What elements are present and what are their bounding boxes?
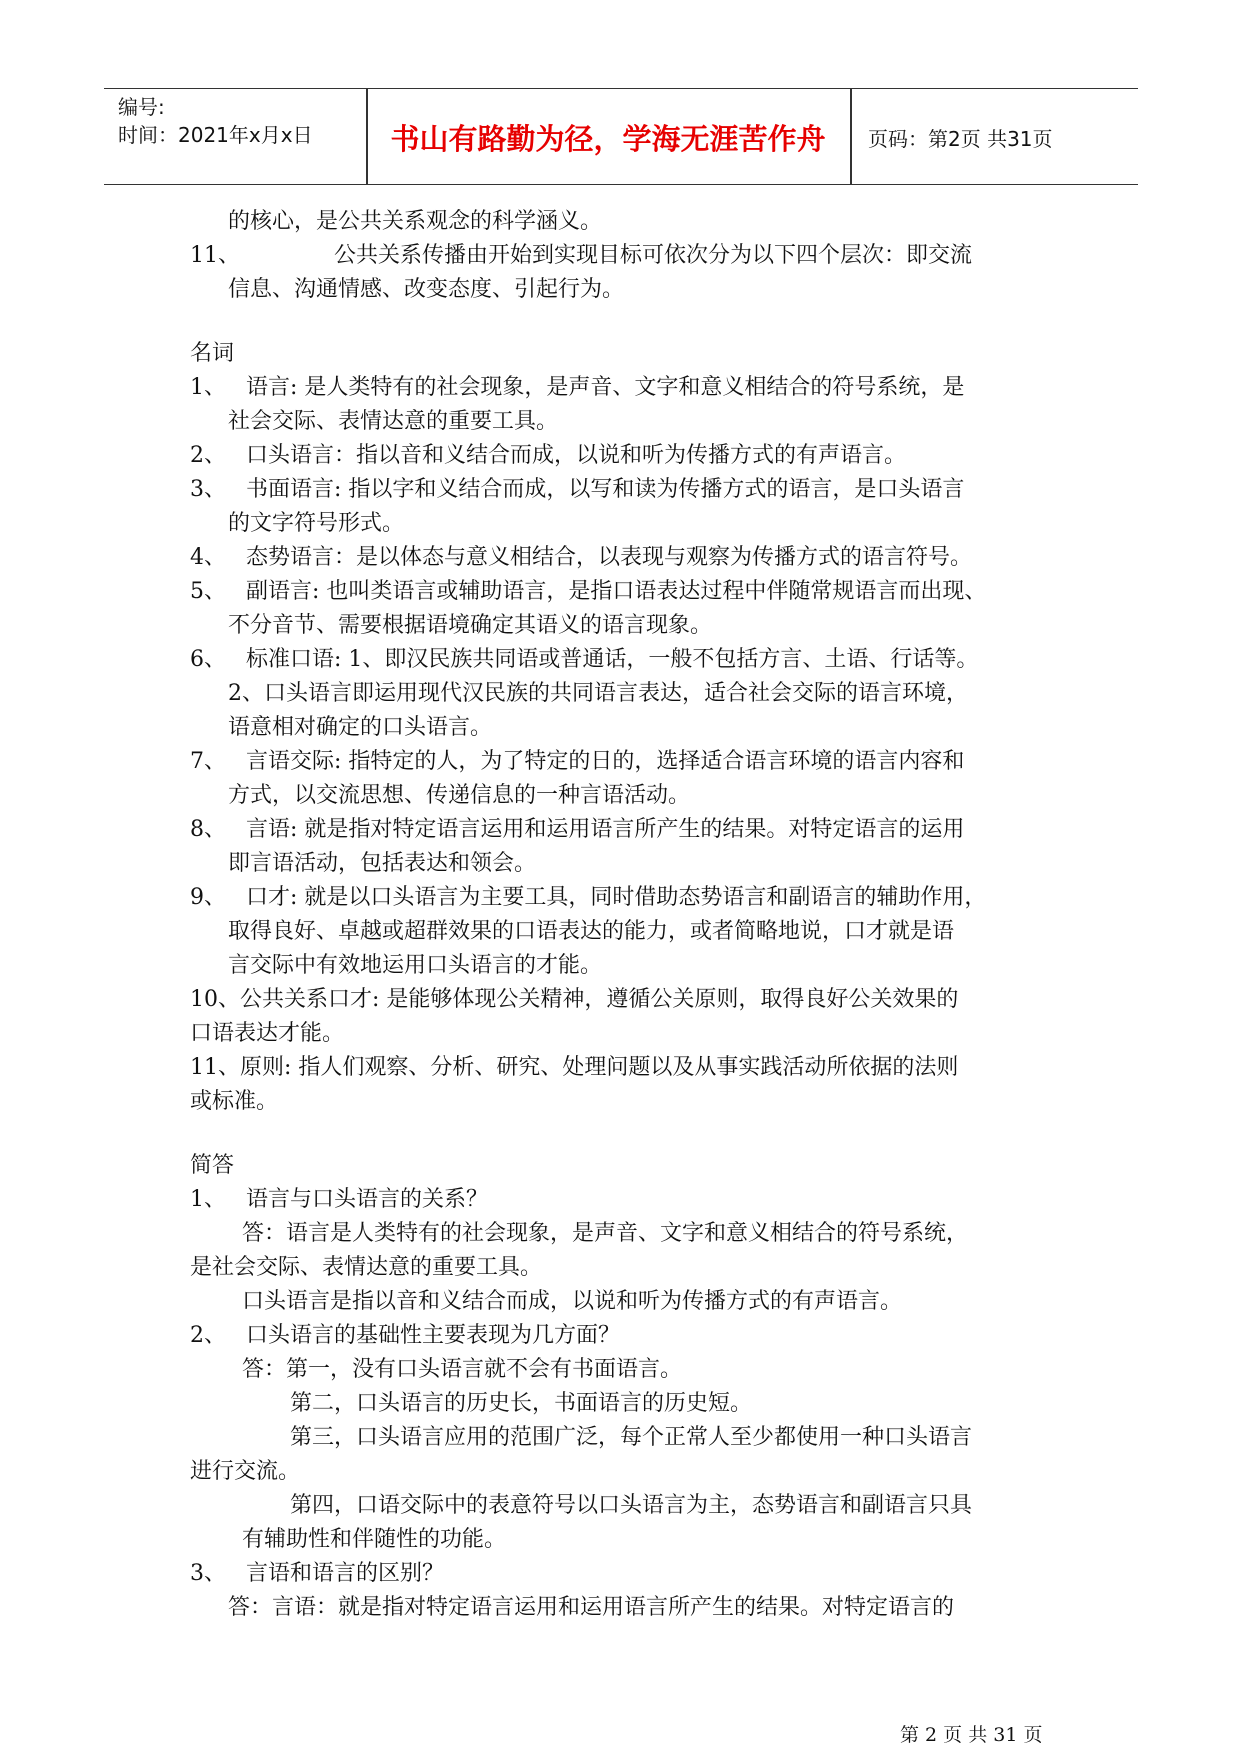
header-divider: [850, 89, 852, 184]
list-item: [190, 813, 1070, 847]
text-line: 口语表达才能。: [190, 1021, 345, 1046]
answer-line: 答：语言是人类特有的社会现象，是声音、文字和意义相结合的符号系统，: [242, 1221, 969, 1246]
item-number: 1、: [190, 1187, 226, 1212]
question: [190, 1319, 1070, 1353]
answer-line: 进行交流。: [190, 1459, 301, 1484]
item-number: 2、: [190, 443, 226, 468]
item-text: 态势语言：是以体态与意义相结合，以表现与观察为传播方式的语言符号。: [246, 545, 973, 570]
item-number: 3、: [190, 1561, 226, 1586]
list-item: [190, 575, 1070, 609]
list-item-continuation: 语意相对确定的口头语言。: [228, 715, 493, 740]
list-item-continuation: 取得良好、卓越或超群效果的口语表达的能力，或者简略地说，口才就是语: [228, 919, 955, 944]
list-item: [190, 439, 1070, 473]
section-title: 简答: [190, 1153, 235, 1178]
page-footer: 第 2 页 共 31 页: [900, 1724, 1043, 1746]
header-motto: 书山有路勤为径，学海无涯苦作舟: [390, 122, 826, 156]
answer-line: 答：第一，没有口头语言就不会有书面语言。: [242, 1357, 683, 1382]
answer-line: 口头语言是指以音和义结合而成，以说和听为传播方式的有声语言。: [242, 1289, 903, 1314]
list-item: [190, 643, 1070, 677]
item-text: 言语交际: 指特定的人，为了特定的日的，选择适合语言环境的语言内容和: [246, 749, 965, 774]
list-item-continuation: 的文字符号形式。: [228, 511, 405, 536]
question: [190, 1557, 1070, 1591]
question: [190, 1183, 1070, 1217]
item-number: 5、: [190, 579, 226, 604]
answer-line: 第三，口头语言应用的范围广泛，每个正常人至少都使用一种口头语言: [290, 1425, 973, 1450]
list-item: [190, 881, 1070, 915]
answer-line: 第四，口语交际中的表意符号以口头语言为主，态势语言和副语言只具: [290, 1493, 973, 1518]
item-text: 标准口语: 1、即汉民族共同语或普通话，一般不包括方言、土语、行话等。: [246, 647, 979, 672]
item-text: 言语: 就是指对特定语言运用和运用语言所产生的结果。对特定语言的运用: [246, 817, 965, 842]
list-item: [190, 541, 1070, 575]
list-item-continuation: 言交际中有效地运用口头语言的才能。: [228, 953, 603, 978]
list-item-continuation: 不分音节、需要根据语境确定其语义的语言现象。: [228, 613, 713, 638]
text-line: 或标准。: [190, 1089, 279, 1114]
item-number: 2、: [190, 1323, 226, 1348]
text-line: 10、公共关系口才: 是能够体现公关精神，遵循公关原则，取得良好公关效果的: [190, 987, 959, 1012]
list-item-continuation: 2、口头语言即运用现代汉民族的共同语言表达，适合社会交际的语言环境，: [228, 681, 968, 706]
question-text: 语言与口头语言的关系？: [246, 1187, 489, 1212]
item-text: 口才: 就是以口头语言为主要工具，同时借助态势语言和副语言的辅助作用，: [246, 885, 987, 910]
item-number: 3、: [190, 477, 226, 502]
list-item-continuation: 即言语活动，包括表达和领会。: [228, 851, 537, 876]
item-text: 书面语言: 指以字和义结合而成，以写和读为传播方式的语言，是口头语言: [246, 477, 965, 502]
text-line: 的核心，是公共关系观念的科学涵义。: [228, 209, 603, 234]
item-text: 副语言: 也叫类语言或辅助语言，是指口语表达过程中伴随常规语言而出现、: [246, 579, 987, 604]
answer-line: 答：言语：就是指对特定语言运用和运用语言所产生的结果。对特定语言的: [228, 1595, 955, 1620]
list-item-continuation: 社会交际、表情达意的重要工具。: [228, 409, 559, 434]
list-item: [190, 371, 1070, 405]
item-number: 8、: [190, 817, 226, 842]
header-meta: [118, 93, 313, 149]
page-header: [104, 88, 1138, 185]
item-number: 6、: [190, 647, 226, 672]
item-number: 11、: [190, 243, 240, 268]
serial-label: 编号:: [118, 95, 165, 119]
list-item: [190, 239, 1070, 273]
answer-line: 是社会交际、表情达意的重要工具。: [190, 1255, 543, 1280]
document-body: [190, 205, 1070, 1625]
question-text: 口头语言的基础性主要表现为几方面？: [246, 1323, 621, 1348]
time-label: 时间：2021年x月x日: [118, 123, 313, 147]
question-text: 言语和语言的区别？: [246, 1561, 445, 1586]
item-number: 9、: [190, 885, 226, 910]
item-text: 公共关系传播由开始到实现目标可依次分为以下四个层次：即交流: [334, 243, 973, 268]
header-page-info: 页码：第2页 共31页: [868, 127, 1053, 151]
item-number: 7、: [190, 749, 226, 774]
text-line: 11、原则: 指人们观察、分析、研究、处理问题以及从事实践活动所依据的法则: [190, 1055, 959, 1080]
item-number: 1、: [190, 375, 226, 400]
list-item: [190, 473, 1070, 507]
list-item-continuation: 方式，以交流思想、传递信息的一种言语活动。: [228, 783, 691, 808]
terms-list: [190, 371, 1070, 983]
list-item: [190, 745, 1070, 779]
item-number: 4、: [190, 545, 226, 570]
answer-line: 第二，口头语言的历史长，书面语言的历史短。: [290, 1391, 753, 1416]
text-line: 信息、沟通情感、改变态度、引起行为。: [228, 277, 625, 302]
item-text: 口头语言：指以音和义结合而成，以说和听为传播方式的有声语言。: [246, 443, 907, 468]
item-text: 语言: 是人类特有的社会现象，是声音、文字和意义相结合的符号系统，是: [246, 375, 965, 400]
answer-line: 有辅助性和伴随性的功能。: [242, 1527, 507, 1552]
section-title: 名词: [190, 341, 235, 366]
